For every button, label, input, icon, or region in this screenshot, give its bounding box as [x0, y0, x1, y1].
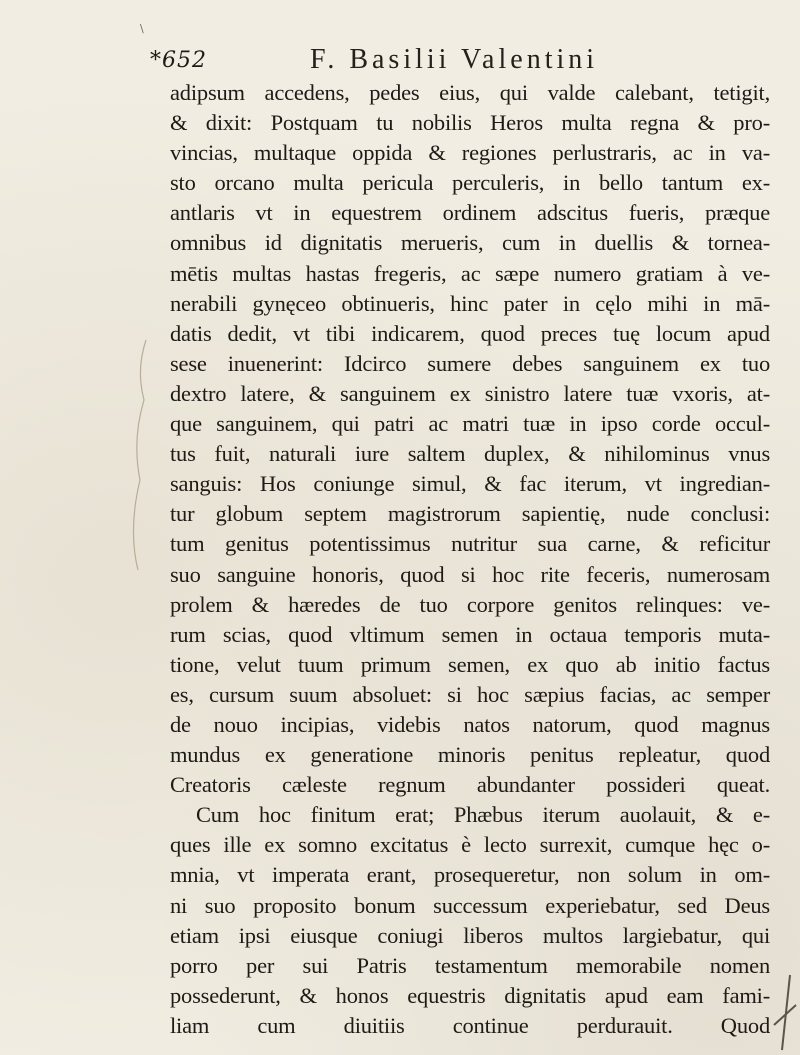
text-line: omnibus id dignitatis merueris, cum in duellis & tornea- — [170, 230, 770, 256]
corner-mark: \ — [140, 22, 144, 35]
text-line: mundus ex generatione minoris penitus repleatur, quod — [170, 742, 770, 768]
text-line: suo sanguine honoris, quod si hoc rite feceris, numerosam — [170, 561, 770, 587]
text-line: datis dedit, vt tibi indicarem, quod preces tuę locum apud — [170, 320, 770, 346]
text-line: mnia, vt imperata erant, prosequeretur, non solum in om- — [170, 862, 770, 888]
text-line: etiam ipsi eiusque coniugi liberos multos largiebatur, qui — [170, 922, 770, 948]
text-line: sto orcano multa pericula perculeris, in bello tantum ex- — [170, 170, 770, 196]
running-head: F. Basilii Valentini — [310, 44, 599, 75]
text-line: & dixit: Postquam tu nobilis Heros multa regna & pro- — [170, 110, 770, 136]
page-bleed-through-mark — [730, 965, 800, 1055]
text-line: tus fuit, naturali iure saltem duplex, & nihilominus vnus — [170, 441, 770, 467]
text-line: adipsum accedens, pedes eius, qui valde calebant, tetigit, — [170, 80, 770, 105]
text-line: antlaris vt in equestrem ordinem adscitus fueris, præque — [170, 200, 770, 226]
text-line: mētis multas hastas fregeris, ac sæpe numero gratiam à ve- — [170, 260, 770, 286]
text-line: liam cum diuitiis continue perdurauit. Quod — [170, 1012, 770, 1038]
text-line: tum genitus potentissimus nutritur sua carne, & reficitur — [170, 531, 770, 557]
body-text — [170, 78, 770, 1041]
text-line: ni suo proposito bonum successum experiebatur, sed Deus — [170, 892, 770, 918]
text-line: ques ille ex somno excitatus è lecto surrexit, cumque hęc o- — [170, 832, 770, 858]
text-line: prolem & hæredes de tuo corpore genitos relinques: ve- — [170, 591, 770, 617]
text-line: vincias, multaque oppida & regiones perlustraris, ac in va- — [170, 140, 770, 166]
text-line: de nouo incipias, videbis natos natorum, quod magnus — [170, 711, 770, 737]
page-number: *652 — [150, 48, 207, 73]
margin-bracket-marks — [118, 330, 158, 630]
text-line: sese inuenerint: Idcirco sumere debes sanguinem ex tuo — [170, 350, 770, 376]
text-line: sanguis: Hos coniunge simul, & fac iterum, vt ingredian- — [170, 471, 770, 497]
text-line: es, cursum suum absoluet: si hoc sæpius facias, ac semper — [170, 681, 770, 707]
text-line: Cum hoc finitum erat; Phæbus iterum auolauit, & e- — [196, 802, 770, 828]
text-line: nerabili gynęceo obtinueris, hinc pater in cęlo mihi in mā- — [170, 290, 770, 316]
text-line: tur globum septem magistrorum sapientię, nude conclusi: — [170, 501, 770, 527]
text-line: dextro latere, & sanguinem ex sinistro latere tuæ vxoris, at- — [170, 380, 770, 406]
text-line: que sanguinem, qui patri ac matri tuæ in ipso corde occul- — [170, 411, 770, 437]
text-line: rum scias, quod vltimum semen in octaua temporis muta- — [170, 621, 770, 647]
text-line: possederunt, & honos equestris dignitatis apud eam fami- — [170, 982, 770, 1008]
text-line: Creatoris cæleste regnum abundanter possideri queat. — [170, 772, 770, 798]
text-line: tione, velut tuum primum semen, ex quo ab initio factus — [170, 651, 770, 677]
text-line: porro per sui Patris testamentum memorabile nomen — [170, 952, 770, 978]
